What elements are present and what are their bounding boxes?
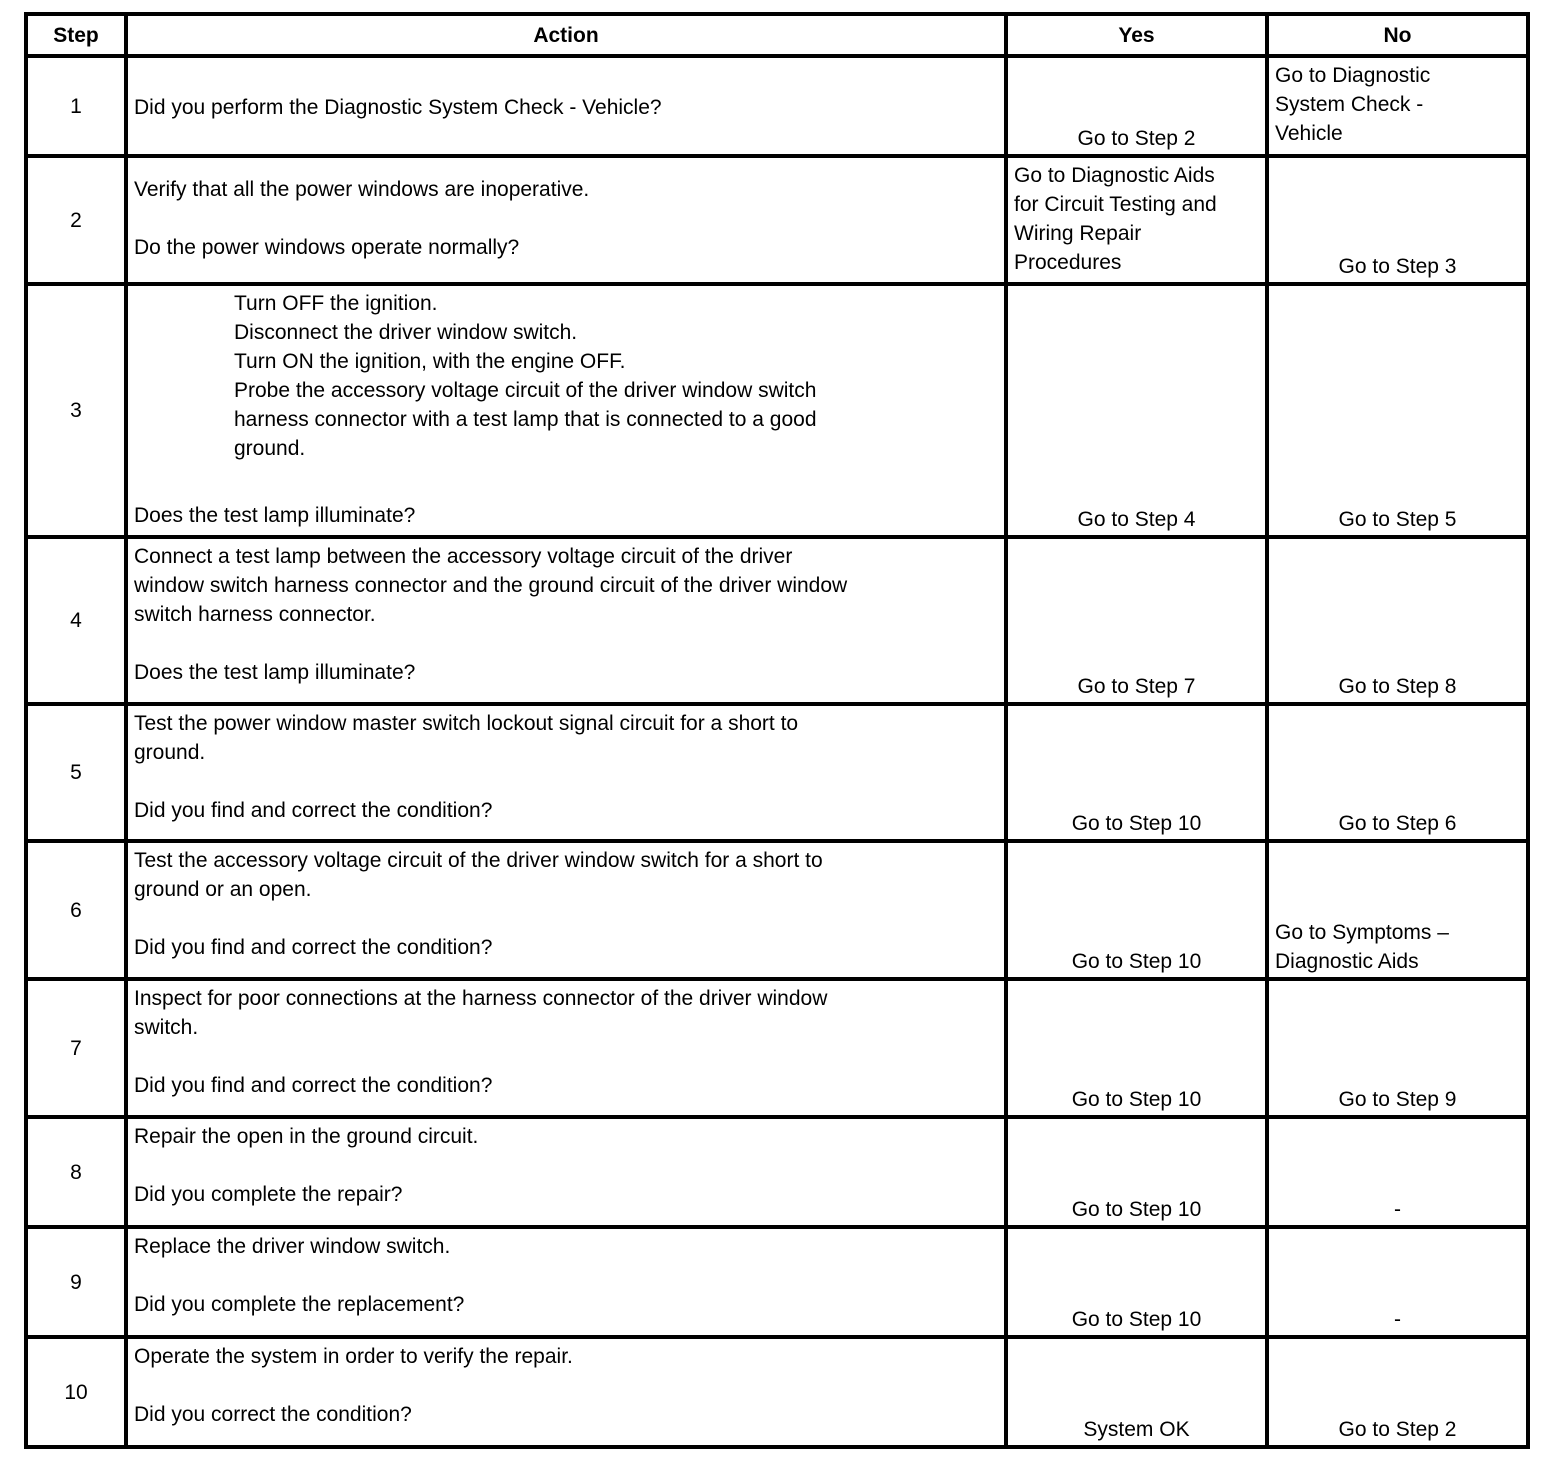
- no-cell: Go to Step 3: [1267, 156, 1528, 284]
- action-step: Probe the accessory voltage circuit of the driver window switch: [234, 379, 817, 402]
- table-row: [26, 1337, 1528, 1447]
- action-cell: [126, 156, 1006, 284]
- action-cell: [126, 1117, 1006, 1227]
- yes-cell: Go to Step 4: [1006, 284, 1267, 537]
- table-row: [26, 841, 1528, 979]
- header-row: [26, 14, 1528, 56]
- table-row: [26, 979, 1528, 1117]
- no-cell: [1267, 841, 1528, 979]
- table-row: [26, 704, 1528, 841]
- action-step: Disconnect the driver window switch.: [234, 321, 578, 344]
- yes-cell: Go to Step 10: [1006, 1117, 1267, 1227]
- step-number: 7: [26, 979, 126, 1117]
- action-question: Does the test lamp illuminate?: [134, 661, 416, 684]
- yes-line: Procedures: [1014, 251, 1122, 274]
- table-row: [26, 537, 1528, 704]
- action-question: Did you correct the condition?: [134, 1403, 412, 1426]
- action-question: Did you complete the replacement?: [134, 1293, 465, 1316]
- action-question: Do the power windows operate normally?: [134, 236, 520, 259]
- action-instruction: ground or an open.: [134, 878, 312, 901]
- no-cell: -: [1267, 1227, 1528, 1337]
- action-instruction: Replace the driver window switch.: [134, 1235, 451, 1258]
- step-number: 9: [26, 1227, 126, 1337]
- yes-line: Wiring Repair: [1014, 222, 1142, 245]
- table-row: [26, 56, 1528, 156]
- action-cell: [126, 841, 1006, 979]
- action-cell: [126, 1227, 1006, 1337]
- yes-cell: [1006, 156, 1267, 284]
- no-line: Go to Symptoms –: [1275, 921, 1449, 944]
- yes-cell: Go to Step 10: [1006, 979, 1267, 1117]
- action-question: Did you complete the repair?: [134, 1183, 403, 1206]
- action-question: Did you find and correct the condition?: [134, 1074, 493, 1097]
- action-instruction: ground.: [134, 741, 206, 764]
- step-number: 8: [26, 1117, 126, 1227]
- action-cell: [126, 704, 1006, 841]
- yes-cell: Go to Step 2: [1006, 56, 1267, 156]
- step-number: 4: [26, 537, 126, 704]
- step-number: 3: [26, 284, 126, 537]
- no-line: Vehicle: [1275, 122, 1343, 145]
- action-instruction: Verify that all the power windows are inoperative.: [134, 178, 590, 201]
- action-step: Turn ON the ignition, with the engine OFF.: [234, 350, 626, 373]
- table-row: [26, 1227, 1528, 1337]
- action-instruction: Operate the system in order to verify the repair.: [134, 1345, 573, 1368]
- step-number: 2: [26, 156, 126, 284]
- no-cell: Go to Step 9: [1267, 979, 1528, 1117]
- action-instruction: window switch harness connector and the ground circuit of the driver window: [134, 574, 848, 597]
- no-cell: [1267, 56, 1528, 156]
- action-cell: [126, 284, 1006, 537]
- action-cell: [126, 979, 1006, 1117]
- action-cell: [126, 1337, 1006, 1447]
- action-instruction: Test the power window master switch lockout signal circuit for a short to: [134, 712, 799, 735]
- yes-cell: Go to Step 10: [1006, 1227, 1267, 1337]
- no-cell: Go to Step 5: [1267, 284, 1528, 537]
- no-cell: Go to Step 2: [1267, 1337, 1528, 1447]
- yes-line: for Circuit Testing and: [1014, 193, 1217, 216]
- action-question: Did you perform the Diagnostic System Check - Vehicle?: [134, 96, 662, 119]
- yes-cell: Go to Step 10: [1006, 704, 1267, 841]
- header-action: Action: [126, 14, 1006, 56]
- yes-cell: System OK: [1006, 1337, 1267, 1447]
- action-cell: [126, 537, 1006, 704]
- header-no: No: [1267, 14, 1528, 56]
- no-cell: -: [1267, 1117, 1528, 1227]
- action-question: Did you find and correct the condition?: [134, 799, 493, 822]
- action-steps: [134, 289, 998, 463]
- step-number: 5: [26, 704, 126, 841]
- action-instruction: switch.: [134, 1016, 199, 1039]
- yes-line: Go to Diagnostic Aids: [1014, 164, 1215, 187]
- header-step: Step: [26, 14, 126, 56]
- action-instruction: Repair the open in the ground circuit.: [134, 1125, 479, 1148]
- action-question: Did you find and correct the condition?: [134, 936, 493, 959]
- no-line: System Check -: [1275, 93, 1424, 116]
- action-step: harness connector with a test lamp that is connected to a good: [234, 408, 817, 431]
- action-cell: [126, 56, 1006, 156]
- yes-cell: Go to Step 10: [1006, 841, 1267, 979]
- step-number: 6: [26, 841, 126, 979]
- action-step: Turn OFF the ignition.: [234, 292, 438, 315]
- yes-cell: Go to Step 7: [1006, 537, 1267, 704]
- action-step: ground.: [234, 437, 306, 460]
- action-instruction: Test the accessory voltage circuit of the driver window switch for a short to: [134, 849, 823, 872]
- action-instruction: switch harness connector.: [134, 603, 376, 626]
- no-line: Go to Diagnostic: [1275, 64, 1431, 87]
- no-cell: Go to Step 6: [1267, 704, 1528, 841]
- diagnostic-table: [24, 12, 1530, 1449]
- step-number: 1: [26, 56, 126, 156]
- no-line: Diagnostic Aids: [1275, 950, 1419, 973]
- table-row: [26, 284, 1528, 537]
- table-row: [26, 1117, 1528, 1227]
- step-number: 10: [26, 1337, 126, 1447]
- action-question: Does the test lamp illuminate?: [134, 504, 416, 527]
- header-yes: Yes: [1006, 14, 1267, 56]
- no-cell: Go to Step 8: [1267, 537, 1528, 704]
- table-row: [26, 156, 1528, 284]
- action-instruction: Inspect for poor connections at the harness connector of the driver window: [134, 987, 828, 1010]
- action-instruction: Connect a test lamp between the accessory voltage circuit of the driver: [134, 545, 793, 568]
